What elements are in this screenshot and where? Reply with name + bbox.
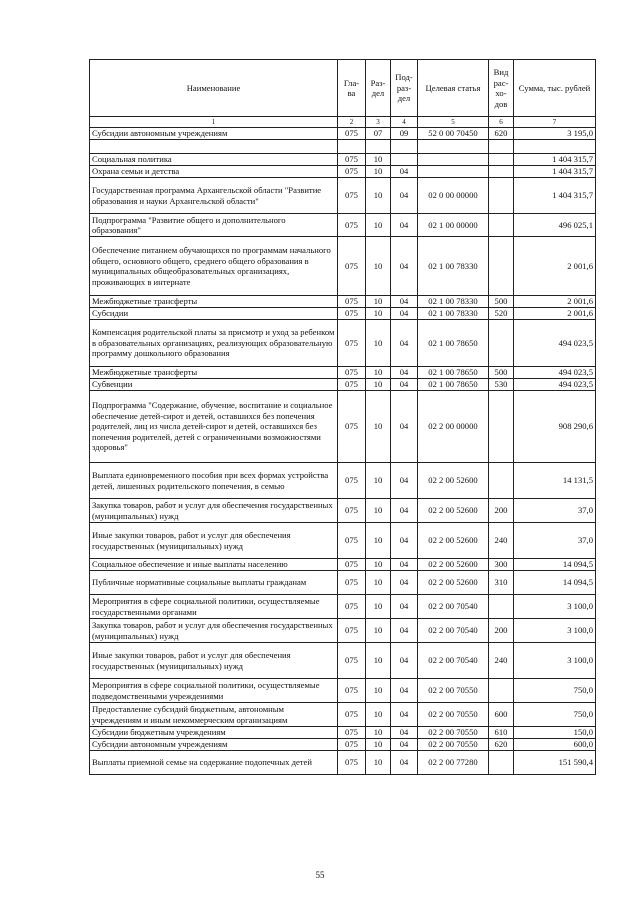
cell-razdel	[366, 140, 391, 154]
cell-razdel: 10	[366, 499, 391, 523]
table-row	[90, 739, 596, 751]
cell-podrazdel: 04	[391, 463, 418, 499]
cell-vid	[489, 140, 514, 154]
cell-target: 02 2 00 70540	[418, 643, 489, 679]
column-number: 5	[418, 117, 489, 128]
cell-vid: 530	[489, 379, 514, 391]
header-sum: Сумма, тыс. рублей	[514, 60, 596, 117]
cell-razdel: 10	[366, 379, 391, 391]
cell-vid	[489, 178, 514, 214]
cell-podrazdel: 04	[391, 727, 418, 739]
cell-name: Закупка товаров, работ и услуг для обеспечения государственных (муниципальных) нужд	[90, 499, 338, 523]
column-number: 3	[366, 117, 391, 128]
cell-sum: 600,0	[514, 739, 596, 751]
cell-podrazdel: 04	[391, 595, 418, 619]
table-row	[90, 178, 596, 214]
cell-podrazdel: 04	[391, 391, 418, 463]
cell-glava: 075	[338, 391, 366, 463]
cell-glava: 075	[338, 559, 366, 571]
cell-sum: 494 023,5	[514, 367, 596, 379]
cell-vid	[489, 154, 514, 166]
cell-sum: 14 094,5	[514, 571, 596, 595]
cell-target: 02 2 00 52600	[418, 559, 489, 571]
cell-name: Субсидии бюджетным учреждениям	[90, 727, 338, 739]
cell-sum: 37,0	[514, 499, 596, 523]
cell-razdel: 10	[366, 523, 391, 559]
cell-sum: 750,0	[514, 679, 596, 703]
cell-vid: 610	[489, 727, 514, 739]
cell-vid	[489, 237, 514, 296]
table-row	[90, 296, 596, 308]
cell-glava: 075	[338, 571, 366, 595]
cell-sum: 14 094,5	[514, 559, 596, 571]
cell-podrazdel	[391, 154, 418, 166]
cell-name: Иные закупки товаров, работ и услуг для обеспечения государственных (муниципальных) нужд	[90, 523, 338, 559]
cell-glava: 075	[338, 499, 366, 523]
cell-razdel: 10	[366, 571, 391, 595]
table-row	[90, 559, 596, 571]
cell-name: Субсидии	[90, 308, 338, 320]
cell-glava: 075	[338, 166, 366, 178]
cell-razdel: 10	[366, 391, 391, 463]
table-row	[90, 308, 596, 320]
cell-vid: 620	[489, 128, 514, 140]
cell-target: 02 2 00 70550	[418, 739, 489, 751]
cell-razdel: 10	[366, 214, 391, 237]
cell-podrazdel: 04	[391, 320, 418, 367]
cell-podrazdel: 04	[391, 739, 418, 751]
cell-sum: 494 023,5	[514, 379, 596, 391]
cell-sum: 2 001,6	[514, 296, 596, 308]
cell-razdel: 10	[366, 237, 391, 296]
cell-sum: 151 590,4	[514, 751, 596, 775]
cell-razdel: 07	[366, 128, 391, 140]
column-number: 4	[391, 117, 418, 128]
cell-target: 02 1 00 78650	[418, 379, 489, 391]
cell-sum: 496 025,1	[514, 214, 596, 237]
page-number: 55	[315, 870, 325, 880]
cell-podrazdel: 04	[391, 751, 418, 775]
header-razdel: Раз-дел	[366, 60, 391, 117]
cell-glava: 075	[338, 643, 366, 679]
cell-target: 02 2 00 70550	[418, 727, 489, 739]
table-row	[90, 140, 596, 154]
cell-sum: 3 100,0	[514, 595, 596, 619]
cell-podrazdel: 04	[391, 379, 418, 391]
header-podrazdel: Под-раз-дел	[391, 60, 418, 117]
cell-vid: 500	[489, 367, 514, 379]
cell-vid: 240	[489, 523, 514, 559]
cell-name: Межбюджетные трансферты	[90, 367, 338, 379]
cell-vid: 300	[489, 559, 514, 571]
cell-name: Выплаты приемной семье на содержание подопечных детей	[90, 751, 338, 775]
cell-name: Подпрограмма "Развитие общего и дополнительного образования"	[90, 214, 338, 237]
cell-razdel: 10	[366, 154, 391, 166]
cell-target: 02 2 00 52600	[418, 463, 489, 499]
cell-sum: 150,0	[514, 727, 596, 739]
cell-name: Закупка товаров, работ и услуг для обеспечения государственных (муниципальных) нужд	[90, 619, 338, 643]
cell-target	[418, 154, 489, 166]
cell-name: Межбюджетные трансферты	[90, 296, 338, 308]
cell-glava: 075	[338, 523, 366, 559]
cell-target: 02 1 00 78650	[418, 367, 489, 379]
cell-podrazdel: 04	[391, 571, 418, 595]
table-row	[90, 379, 596, 391]
table-row	[90, 154, 596, 166]
cell-sum: 3 100,0	[514, 643, 596, 679]
cell-sum: 908 290,6	[514, 391, 596, 463]
cell-vid	[489, 595, 514, 619]
cell-podrazdel: 04	[391, 237, 418, 296]
cell-vid: 240	[489, 643, 514, 679]
cell-glava: 075	[338, 727, 366, 739]
table-header-row	[90, 60, 596, 117]
cell-podrazdel: 04	[391, 499, 418, 523]
cell-name: Публичные нормативные социальные выплаты гражданам	[90, 571, 338, 595]
cell-glava: 075	[338, 178, 366, 214]
column-number: 2	[338, 117, 366, 128]
cell-target: 02 1 00 78330	[418, 308, 489, 320]
cell-name: Подпрограмма "Содержание, обучение, воспитание и социальное обеспечение детей-сирот и детей, оставшихся без попечения родителей, лиц из числа детей-сирот и детей, оставшихся без попечения родителей, детей с ограниченными возможностями здоровья"	[90, 391, 338, 463]
cell-razdel: 10	[366, 463, 391, 499]
table-row	[90, 595, 596, 619]
table-row	[90, 499, 596, 523]
table-row	[90, 166, 596, 178]
cell-sum: 494 023,5	[514, 320, 596, 367]
cell-target: 02 2 00 77280	[418, 751, 489, 775]
cell-razdel: 10	[366, 308, 391, 320]
cell-target	[418, 140, 489, 154]
table-row	[90, 391, 596, 463]
cell-name: Социальное обеспечение и иные выплаты населению	[90, 559, 338, 571]
cell-target: 52 0 00 70450	[418, 128, 489, 140]
cell-glava: 075	[338, 379, 366, 391]
cell-razdel: 10	[366, 739, 391, 751]
cell-glava: 075	[338, 703, 366, 727]
cell-name	[90, 140, 338, 154]
column-number: 6	[489, 117, 514, 128]
table-body	[90, 128, 596, 775]
cell-target: 02 2 00 52600	[418, 571, 489, 595]
cell-sum: 2 001,6	[514, 237, 596, 296]
table-row	[90, 703, 596, 727]
cell-glava: 075	[338, 154, 366, 166]
cell-target: 02 1 00 78650	[418, 320, 489, 367]
cell-vid: 600	[489, 703, 514, 727]
cell-razdel: 10	[366, 751, 391, 775]
table-row	[90, 751, 596, 775]
table-row	[90, 237, 596, 296]
cell-glava: 075	[338, 308, 366, 320]
column-number: 7	[514, 117, 596, 128]
header-target: Целевая статья	[418, 60, 489, 117]
header-vid: Вид рас-хо-дов	[489, 60, 514, 117]
cell-vid	[489, 214, 514, 237]
cell-target: 02 2 00 52600	[418, 523, 489, 559]
cell-razdel: 10	[366, 367, 391, 379]
cell-sum: 750,0	[514, 703, 596, 727]
cell-sum: 1 404 315,7	[514, 154, 596, 166]
cell-glava: 075	[338, 320, 366, 367]
cell-glava: 075	[338, 463, 366, 499]
cell-target: 02 1 00 78330	[418, 237, 489, 296]
cell-vid: 310	[489, 571, 514, 595]
cell-name: Охрана семьи и детства	[90, 166, 338, 178]
cell-podrazdel: 04	[391, 559, 418, 571]
cell-name: Предоставление субсидий бюджетным, автономным учреждениям и иным некоммерческим организациям	[90, 703, 338, 727]
table-row	[90, 463, 596, 499]
cell-name: Обеспечение питанием обучающихся по программам начального общего, основного общего, среднего общего образования в муниципальных общеобразовательных организациях, проживающих в интернате	[90, 237, 338, 296]
table-row	[90, 214, 596, 237]
cell-sum: 1 404 315,7	[514, 178, 596, 214]
cell-vid: 200	[489, 499, 514, 523]
column-number-row	[90, 117, 596, 128]
column-number: 1	[90, 117, 338, 128]
cell-glava: 075	[338, 367, 366, 379]
cell-target: 02 1 00 00000	[418, 214, 489, 237]
header-name: Наименование	[90, 60, 338, 117]
cell-sum: 2 001,6	[514, 308, 596, 320]
cell-sum: 3 195,0	[514, 128, 596, 140]
cell-vid: 500	[489, 296, 514, 308]
cell-glava: 075	[338, 751, 366, 775]
table-row	[90, 320, 596, 367]
cell-glava: 075	[338, 128, 366, 140]
cell-podrazdel: 09	[391, 128, 418, 140]
cell-name: Субсидии автономным учреждениям	[90, 739, 338, 751]
cell-name: Субвенции	[90, 379, 338, 391]
cell-glava	[338, 140, 366, 154]
cell-target: 02 2 00 70540	[418, 595, 489, 619]
cell-podrazdel: 04	[391, 619, 418, 643]
cell-target: 02 2 00 70550	[418, 703, 489, 727]
cell-name: Социальная политика	[90, 154, 338, 166]
header-glava: Гла-ва	[338, 60, 366, 117]
cell-sum	[514, 140, 596, 154]
cell-sum: 1 404 315,7	[514, 166, 596, 178]
table-row	[90, 727, 596, 739]
cell-vid	[489, 391, 514, 463]
cell-name: Выплата единовременного пособия при всех формах устройства детей, лишенных родительского попечения, в семью	[90, 463, 338, 499]
cell-sum: 37,0	[514, 523, 596, 559]
cell-podrazdel: 04	[391, 367, 418, 379]
cell-podrazdel: 04	[391, 679, 418, 703]
cell-vid	[489, 320, 514, 367]
cell-target: 02 2 00 00000	[418, 391, 489, 463]
cell-name: Компенсация родительской платы за присмотр и уход за ребенком в образовательных организациях, реализующих образовательную программу дошкольного образования	[90, 320, 338, 367]
cell-podrazdel: 04	[391, 214, 418, 237]
cell-podrazdel: 04	[391, 643, 418, 679]
cell-razdel: 10	[366, 178, 391, 214]
cell-razdel: 10	[366, 643, 391, 679]
cell-razdel: 10	[366, 679, 391, 703]
cell-vid: 620	[489, 739, 514, 751]
cell-sum: 3 100,0	[514, 619, 596, 643]
table-row	[90, 643, 596, 679]
cell-razdel: 10	[366, 166, 391, 178]
cell-podrazdel: 04	[391, 166, 418, 178]
cell-name: Иные закупки товаров, работ и услуг для обеспечения государственных (муниципальных) нужд	[90, 643, 338, 679]
cell-target: 02 2 00 70540	[418, 619, 489, 643]
table-row	[90, 619, 596, 643]
cell-vid	[489, 166, 514, 178]
cell-podrazdel: 04	[391, 308, 418, 320]
cell-glava: 075	[338, 595, 366, 619]
cell-name: Мероприятия в сфере социальной политики, осуществляемые подведомственными учреждениями	[90, 679, 338, 703]
cell-razdel: 10	[366, 595, 391, 619]
cell-target: 02 0 00 00000	[418, 178, 489, 214]
cell-razdel: 10	[366, 703, 391, 727]
cell-razdel: 10	[366, 320, 391, 367]
cell-glava: 075	[338, 237, 366, 296]
table-row	[90, 523, 596, 559]
cell-glava: 075	[338, 296, 366, 308]
cell-name: Мероприятия в сфере социальной политики, осуществляемые государственными органами	[90, 595, 338, 619]
cell-target: 02 2 00 52600	[418, 499, 489, 523]
table-row	[90, 679, 596, 703]
budget-table	[89, 59, 596, 775]
cell-podrazdel: 04	[391, 703, 418, 727]
cell-podrazdel: 04	[391, 296, 418, 308]
table-row	[90, 128, 596, 140]
cell-sum: 14 131,5	[514, 463, 596, 499]
table-row	[90, 571, 596, 595]
cell-podrazdel: 04	[391, 178, 418, 214]
cell-razdel: 10	[366, 727, 391, 739]
cell-vid: 520	[489, 308, 514, 320]
table-row	[90, 367, 596, 379]
cell-podrazdel	[391, 140, 418, 154]
cell-target: 02 2 00 70550	[418, 679, 489, 703]
cell-glava: 075	[338, 214, 366, 237]
cell-glava: 075	[338, 739, 366, 751]
cell-glava: 075	[338, 679, 366, 703]
cell-target: 02 1 00 78330	[418, 296, 489, 308]
cell-vid	[489, 751, 514, 775]
cell-glava: 075	[338, 619, 366, 643]
cell-name: Государственная программа Архангельской области "Развитие образования и науки Архангельской области"	[90, 178, 338, 214]
cell-podrazdel: 04	[391, 523, 418, 559]
cell-vid: 200	[489, 619, 514, 643]
cell-razdel: 10	[366, 296, 391, 308]
cell-vid	[489, 679, 514, 703]
cell-target	[418, 166, 489, 178]
cell-vid	[489, 463, 514, 499]
cell-razdel: 10	[366, 559, 391, 571]
cell-name: Субсидии автономным учреждениям	[90, 128, 338, 140]
cell-razdel: 10	[366, 619, 391, 643]
